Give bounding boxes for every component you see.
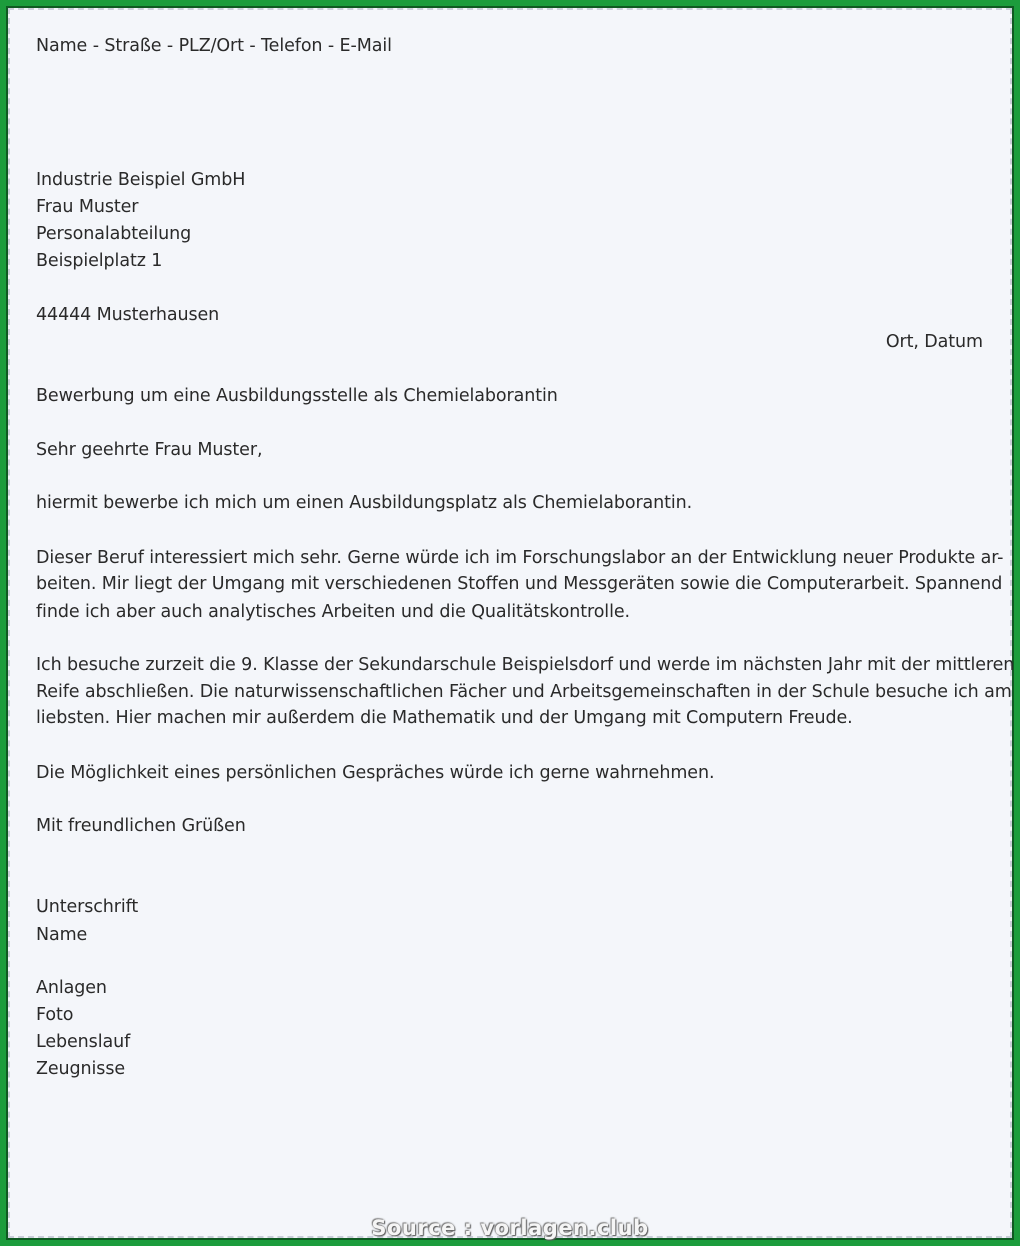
- recipient-company: Industrie Beispiel GmbH: [36, 170, 246, 190]
- paragraph-2-line-3: finde ich aber auch analytisches Arbeiten und die Qualitätskontrolle.: [36, 602, 630, 622]
- paragraph-2-line-2: beiten. Mir liegt der Umgang mit verschiedenen Stoffen und Messgeräten sowie die Computerarbeit. Spannend: [36, 574, 1003, 594]
- place-date: Ort, Datum: [885, 332, 983, 352]
- paragraph-4-line-1: Die Möglichkeit eines persönlichen Gespräches würde ich gerne wahrnehmen.: [36, 763, 715, 783]
- salutation: Sehr geehrte Frau Muster,: [36, 440, 263, 460]
- attachment-item: Lebenslauf: [36, 1032, 131, 1052]
- attachment-item: Foto: [36, 1005, 74, 1025]
- paragraph-3-line-3: liebsten. Hier machen mir außerdem die Mathematik und der Umgang mit Computern Freude.: [36, 708, 853, 728]
- signature-label: Unterschrift: [36, 897, 139, 917]
- attachments-heading: Anlagen: [36, 978, 107, 998]
- recipient-street: Beispielplatz 1: [36, 251, 163, 271]
- closing: Mit freundlichen Grüßen: [36, 816, 246, 836]
- recipient-city: 44444 Musterhausen: [36, 305, 220, 325]
- letter-page: [8, 8, 1015, 1238]
- recipient-department: Personalabteilung: [36, 224, 192, 244]
- attachment-item: Zeugnisse: [36, 1059, 126, 1079]
- paragraph-2-line-1: Dieser Beruf interessiert mich sehr. Gerne würde ich im Forschungslabor an der Entwicklung neuer Produkte ar-: [36, 548, 1004, 568]
- signature-name: Name: [36, 925, 88, 945]
- source-watermark: Source : vorlagen.club: [371, 1216, 649, 1240]
- paragraph-3-line-2: Reife abschließen. Die naturwissenschaftlichen Fächer und Arbeitsgemeinschaften in der Schule besuche ich am: [36, 682, 1012, 702]
- sender-line: Name - Straße - PLZ/Ort - Telefon - E-Mail: [36, 36, 392, 56]
- paragraph-1-line-1: hiermit bewerbe ich mich um einen Ausbildungsplatz als Chemielaborantin.: [36, 493, 693, 513]
- recipient-contact: Frau Muster: [36, 197, 139, 217]
- subject-line: Bewerbung um eine Ausbildungsstelle als Chemielaborantin: [36, 386, 558, 406]
- paragraph-3-line-1: Ich besuche zurzeit die 9. Klasse der Sekundarschule Beispielsdorf und werde im nächsten Jahr mit der mittleren: [36, 655, 1015, 675]
